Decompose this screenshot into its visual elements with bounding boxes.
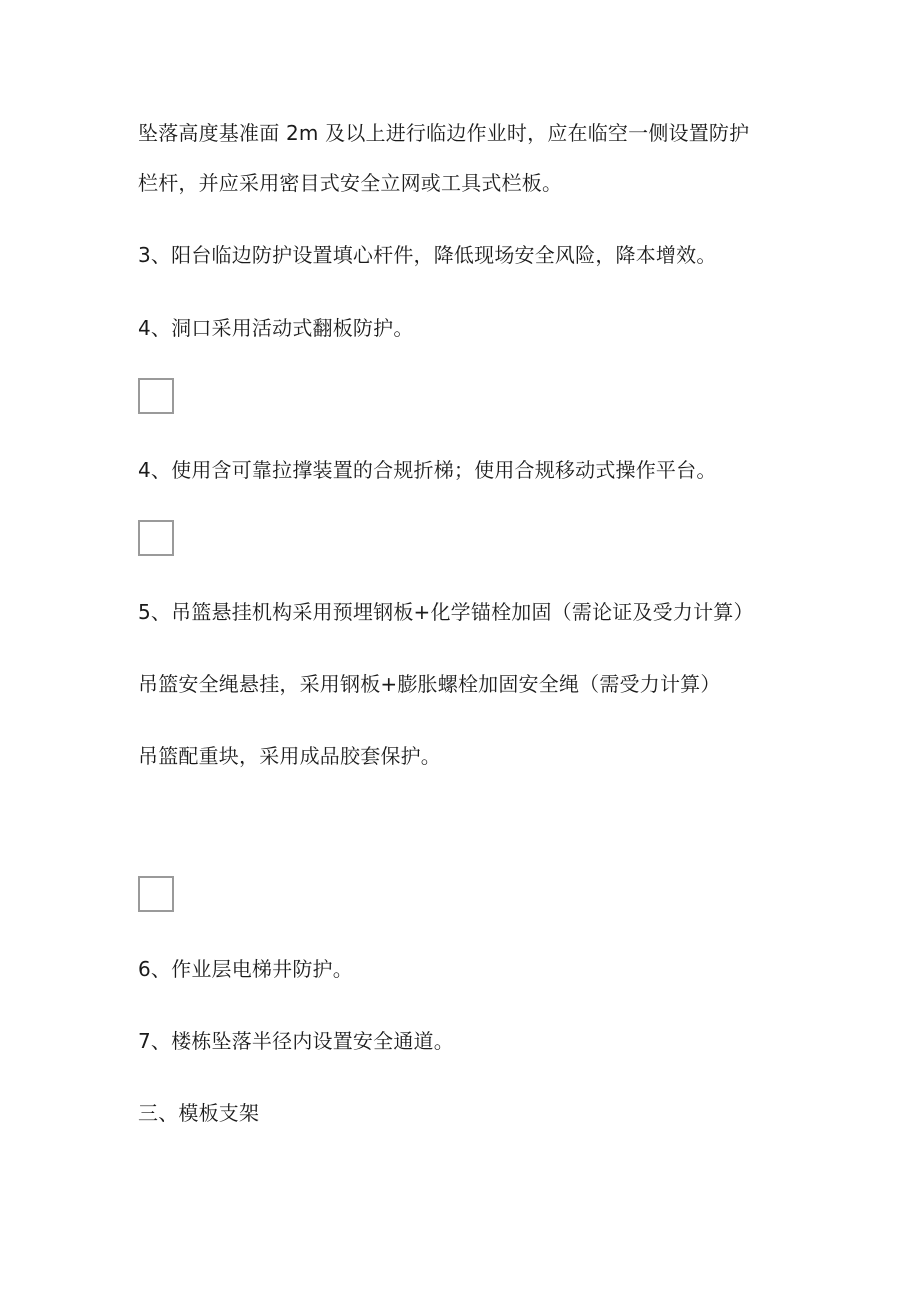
item-4-ladder-platform: 4、使用含可靠拉撑装置的合规折梯；使用合规移动式操作平台。	[138, 458, 717, 482]
item-5-gondola-suspension: 5、吊篮悬挂机构采用预埋钢板+化学锚栓加固（需论证及受力计算）	[138, 600, 754, 624]
paragraph-line-2: 栏杆，并应采用密目式安全立网或工具式栏板。	[138, 171, 563, 195]
paragraph-line-1: 坠落高度基准面 2m 及以上进行临边作业时，应在临空一侧设置防护	[138, 121, 750, 145]
item-7-safety-passage: 7、楼栋坠落半径内设置安全通道。	[138, 1029, 454, 1053]
item-4-opening-protection: 4、洞口采用活动式翻板防护。	[138, 316, 414, 340]
image-placeholder-1	[138, 378, 174, 414]
gondola-safety-rope-line: 吊篮安全绳悬挂，采用钢板+膨胀螺栓加固安全绳（需受力计算）	[138, 672, 721, 696]
section-heading-formwork: 三、模板支架	[138, 1101, 260, 1125]
item-6-elevator-shaft: 6、作业层电梯井防护。	[138, 957, 353, 981]
image-placeholder-2	[138, 520, 174, 556]
image-placeholder-3	[138, 876, 174, 912]
gondola-counterweight-line: 吊篮配重块，采用成品胶套保护。	[138, 744, 441, 768]
item-3-balcony-protection: 3、阳台临边防护设置填心杆件，降低现场安全风险，降本增效。	[138, 243, 717, 267]
